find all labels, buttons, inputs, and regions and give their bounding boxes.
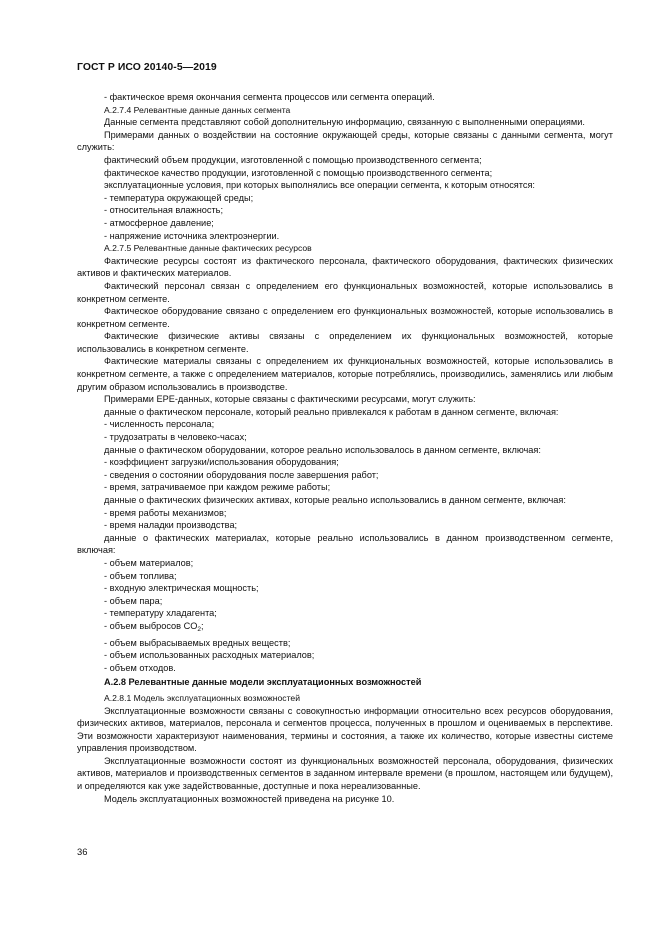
subsection-heading: А.2.8.1 Модель эксплуатационных возможностей [104,692,300,703]
paragraph: данные о фактических физических активах, которые реально использовались в данном сегменте, включая: [104,495,566,505]
document-body [77,91,613,805]
paragraph: фактический объем продукции, изготовленной с помощью производственного сегмента; [104,154,482,165]
paragraph: Фактические ресурсы состоят из фактического персонала, фактического оборудования, фактических физических активов и фактических материалов. [77,255,613,279]
paragraph: Эксплуатационные возможности связаны с совокупностью информации относительно всех ресурсов оборудования, физических активов, материалов, персонала и сегментов процесса, полученных в прошлом и оцениваемых в перспективе. Эти возможности характеризуют наименования, термины и состояния, а также их количество, которые известны системе управления производством. [77,705,613,754]
list-item: - коэффициент загрузки/использования оборудования; [104,457,339,468]
paragraph: Данные сегмента представляют собой дополнительную информацию, связанную с выполненными операциями. [104,117,585,128]
paragraph: данные о фактическом персонале, который реально привлекался к работам в данном сегменте, включая: [104,406,559,417]
paragraph: фактическое качество продукции, изготовленной с помощью производственного сегмента; [104,167,493,178]
page-number: 36 [77,846,88,857]
paragraph: - фактическое время окончания сегмента процессов или сегмента операций. [104,92,435,102]
list-item: - трудозатраты в человеко-часах; [104,432,247,443]
list-item: - объем отходов. [104,662,176,673]
list-item: - напряжение источника электроэнергии. [104,230,280,241]
list-item: - время наладки производства; [104,520,238,531]
subscript: 2 [197,625,202,633]
paragraph: данные о фактических материалах, которые реально использовались в данном производственном сегменте, включая: [77,532,613,556]
list-item: - входную электрическая мощность; [104,583,259,594]
paragraph: Фактические физические активы связаны с определением их функциональных возможностей, которые использовались в конкретном сегменте. [77,331,613,354]
paragraph: эксплуатационные условия, при которых выполнялись все операции сегмента, к которым относятся: [104,180,535,191]
list-item: - температура окружающей среды; [104,192,254,203]
paragraph: Эксплуатационные возможности состоят из функциональных возможностей персонала, оборудования, физических активов, материалов и производственных сегментов в заданном интервале времени (в прошлом, настоящем или будущем), и определяются как уже задействованные, доступные и пока нереализованные. [77,755,613,792]
paragraph: Фактический персонал связан с определением его функциональных возможностей, которые использовались в конкретном сегменте. [77,280,613,304]
list-item: - время работы механизмов; [104,507,227,518]
document-header: ГОСТ Р ИСО 20140-5—2019 [77,62,217,73]
paragraph: Модель эксплуатационных возможностей приведена на рисунке 10. [104,793,395,804]
list-item: - объем пара; [104,595,163,606]
paragraph: Примерами данных о воздействии на состояние окружающей среды, которые связаны с данными сегмента, могут служить: [77,129,613,153]
list-item: - объем топлива; [104,570,177,581]
list-item-end: ; [201,620,204,631]
paragraph: Фактическое оборудование связано с определением его функциональных возможностей, которые использовались в конкретном сегменте. [77,306,613,329]
list-item: - относительная влажность; [104,205,224,216]
list-item: - сведения о состоянии оборудования после завершения работ; [104,469,379,480]
list-item [77,620,613,637]
list-item: - атмосферное давление; [104,217,214,228]
list-item-text: - объем выбросов CO [104,620,198,631]
paragraph: Примерами ЕРЕ-данных, которые связаны с фактическими ресурсами, могут служить: [104,394,476,405]
paragraph: данные о фактическом оборудовании, которое реально использовалось в данном сегменте, включая: [104,444,541,455]
list-item: - температуру хладагента; [104,608,217,619]
section-heading: А.2.8 Релевантные данные модели эксплуатационных возможностей [104,677,422,688]
list-item: - время, затрачиваемое при каждом режиме работы; [104,482,331,493]
subsection-heading: А.2.7.5 Релевантные данные фактических ресурсов [104,243,312,254]
list-item: - численность персонала; [104,419,215,430]
paragraph: Фактические материалы связаны с определением их функциональных возможностей, которые использовались в конкретном сегменте, а также с определением материалов, которые потреблялись, производились, заменялись или любым другим образом использовались в производстве. [77,356,613,392]
list-item: - объем материалов; [104,557,194,568]
list-item: - объем использованных расходных материалов; [104,650,315,661]
subsection-heading: А.2.7.4 Релевантные данные данных сегмента [104,104,291,115]
list-item: - объем выбрасываемых вредных веществ; [104,637,291,648]
